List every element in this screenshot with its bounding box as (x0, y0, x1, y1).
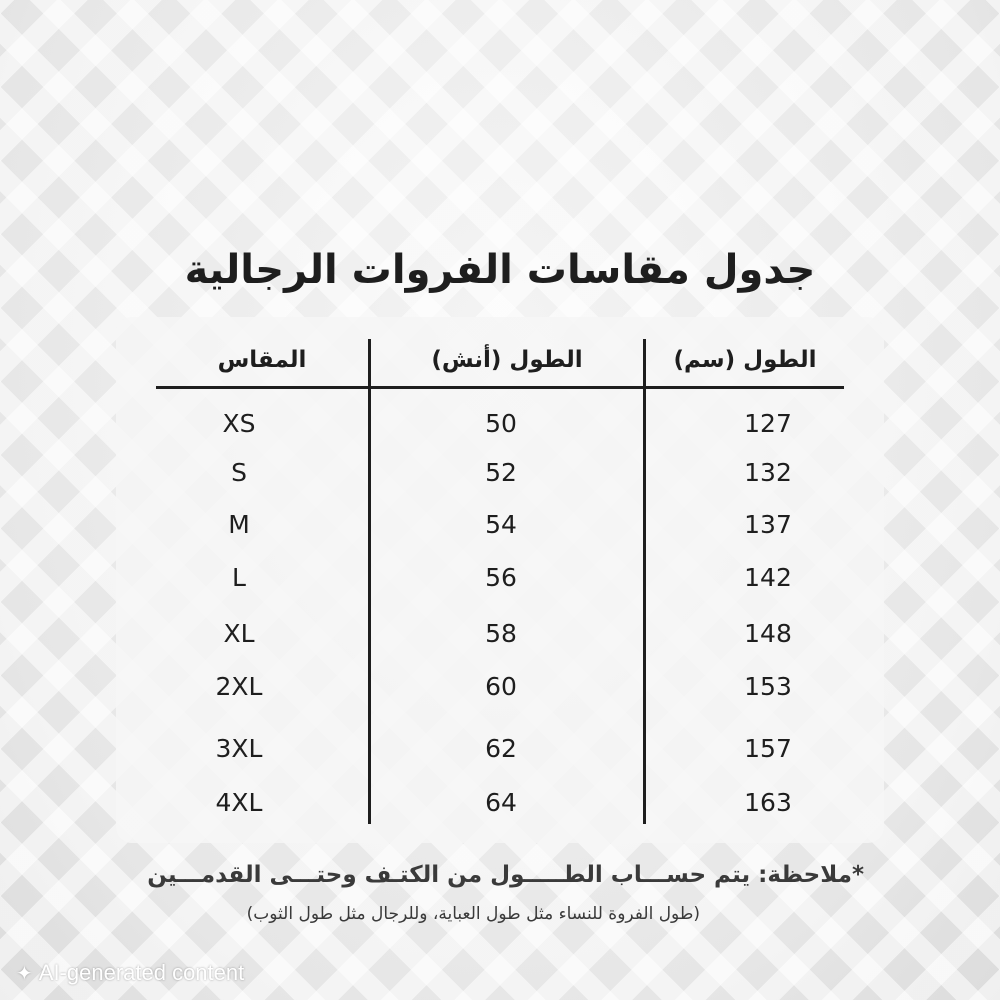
cell-length-cm: 157 (744, 734, 792, 763)
ai-generated-label (16, 956, 244, 990)
header-divider-line (156, 386, 844, 389)
cell-length-cm: 127 (744, 409, 792, 438)
cell-size: 3XL (215, 734, 263, 763)
length-subnote: (طول الفروة للنساء مثل طول العباية، وللرجال مثل طول الثوب) (246, 904, 700, 924)
header-length-cm: الطول (سم) (673, 347, 817, 373)
cell-size: 2XL (215, 672, 263, 701)
ai-generated-text: AI-generated content (38, 960, 245, 985)
cell-length-cm: 132 (744, 458, 792, 487)
cell-length-cm: 153 (744, 672, 792, 701)
cell-length-inch: 60 (485, 672, 517, 701)
length-note: *ملاحظة: يتم حســـاب الطـــــول من الكتـف وحتـــى القدمـــين (147, 862, 864, 888)
page-title: جدول مقاسات الفروات الرجالية (184, 247, 816, 293)
cell-size: L (232, 563, 246, 592)
cell-length-inch: 62 (485, 734, 517, 763)
header-size: المقاس (217, 347, 307, 373)
sparkle-icon: ✦ (16, 963, 33, 985)
cell-length-inch: 54 (485, 510, 517, 539)
cell-length-inch: 52 (485, 458, 517, 487)
cell-size: XS (222, 409, 256, 438)
cell-length-inch: 64 (485, 788, 517, 817)
cell-size: XL (223, 619, 255, 648)
cell-length-cm: 142 (744, 563, 792, 592)
cell-size: M (228, 510, 250, 539)
cell-length-inch: 58 (485, 619, 517, 648)
cell-length-inch: 50 (485, 409, 517, 438)
cell-length-cm: 148 (744, 619, 792, 648)
cell-size: S (231, 458, 247, 487)
cell-size: 4XL (215, 788, 263, 817)
cell-length-cm: 137 (744, 510, 792, 539)
cell-length-inch: 56 (485, 563, 517, 592)
cell-length-cm: 163 (744, 788, 792, 817)
header-length-inch: الطول (أنش) (431, 347, 583, 373)
